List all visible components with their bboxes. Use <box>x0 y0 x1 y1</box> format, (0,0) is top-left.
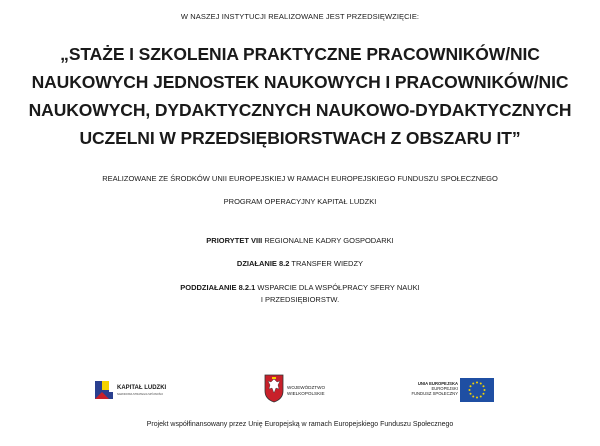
title-line-1: „STAŻE I SZKOLENIA PRAKTYCZNE PRACOWNIKÓW/NIC <box>60 44 540 64</box>
eu-star-icon <box>472 395 474 397</box>
eu-line-3: FUNDUSZ SPOŁECZNY <box>411 391 458 396</box>
eu-star-icon <box>480 395 482 397</box>
program-text: PROGRAM OPERACYJNY KAPITAŁ LUDZKI <box>223 197 377 206</box>
action-line <box>0 259 600 268</box>
wielkopolska-text <box>287 385 325 397</box>
priority-label: PRIORYTET VIII <box>206 236 263 245</box>
eu-text <box>402 381 458 396</box>
subaction-line-1 <box>0 282 600 294</box>
eu-star-icon <box>470 393 472 395</box>
eu-line-2: EUROPEJSKI <box>431 386 458 391</box>
funding-text: REALIZOWANE ZE ŚRODKÓW UNII EUROPEJSKIEJ W RAMACH EUROPEJSKIEGO FUNDUSZU SPOŁECZNEGO <box>102 174 498 183</box>
kapital-ludzki-sub: NARODOWA STRATEGIA SPÓJNOŚCI <box>117 393 164 396</box>
eagle-shield-icon <box>263 373 285 403</box>
eu-star-icon <box>476 382 478 384</box>
intro-text: W NASZEJ INSTYTUCJI REALIZOWANE JEST PRZEDSIĘWZIĘCIE: <box>180 12 420 21</box>
action-text: TRANSFER WIEDZY <box>291 259 364 268</box>
eu-star-icon <box>480 383 482 385</box>
wielkopolska-line-2: WIELKOPOLSKIE <box>287 391 325 396</box>
kapital-ludzki-mark-icon <box>93 378 115 402</box>
eu-star-icon <box>484 389 486 391</box>
eu-star-icon <box>472 383 474 385</box>
eu-star-icon <box>469 389 471 391</box>
title-line-3: NAUKOWYCH, DYDAKTYCZNYCH NAUKOWO-DYDAKTYCZNYCH <box>28 100 572 120</box>
eu-star-icon <box>476 397 478 399</box>
title-line-4: UCZELNI W PRZEDSIĘBIORSTWACH Z OBSZARU IT” <box>79 128 521 148</box>
priority-line <box>0 236 600 245</box>
subaction-line <box>0 282 600 306</box>
action-label: DZIAŁANIE 8.2 <box>236 259 290 268</box>
project-title <box>20 40 580 152</box>
eu-star-icon <box>482 393 484 395</box>
footer-text: Projekt współfinansowany przez Unię Europejską w ramach Europejskiego Funduszu Społecznego <box>146 421 454 428</box>
subaction-text-2: I PRZEDSIĘBIORSTW. <box>260 295 340 304</box>
wielkopolska-logo <box>263 373 343 407</box>
subaction-label: PODDZIAŁANIE 8.2.1 <box>180 283 256 292</box>
eu-star-icon <box>482 385 484 387</box>
eu-logo <box>400 376 500 404</box>
title-line-2: NAUKOWYCH JEDNOSTEK NAUKOWYCH I PRACOWNIKÓW/NIC <box>31 72 569 92</box>
kapital-ludzki-logo <box>93 378 183 402</box>
eu-flag-icon <box>460 378 494 402</box>
wielkopolska-line-1: WOJEWÓDZTWO <box>287 385 326 390</box>
eu-star-icon <box>470 385 472 387</box>
priority-text: REGIONALNE KADRY GOSPODARKI <box>264 236 394 245</box>
subaction-text-1: WSPARCIE DLA WSPÓŁPRACY SFERY NAUKI <box>257 283 420 292</box>
kapital-ludzki-name: KAPITAŁ LUDZKI <box>117 385 167 391</box>
eu-line-1: UNIA EUROPEJSKA <box>417 381 458 386</box>
